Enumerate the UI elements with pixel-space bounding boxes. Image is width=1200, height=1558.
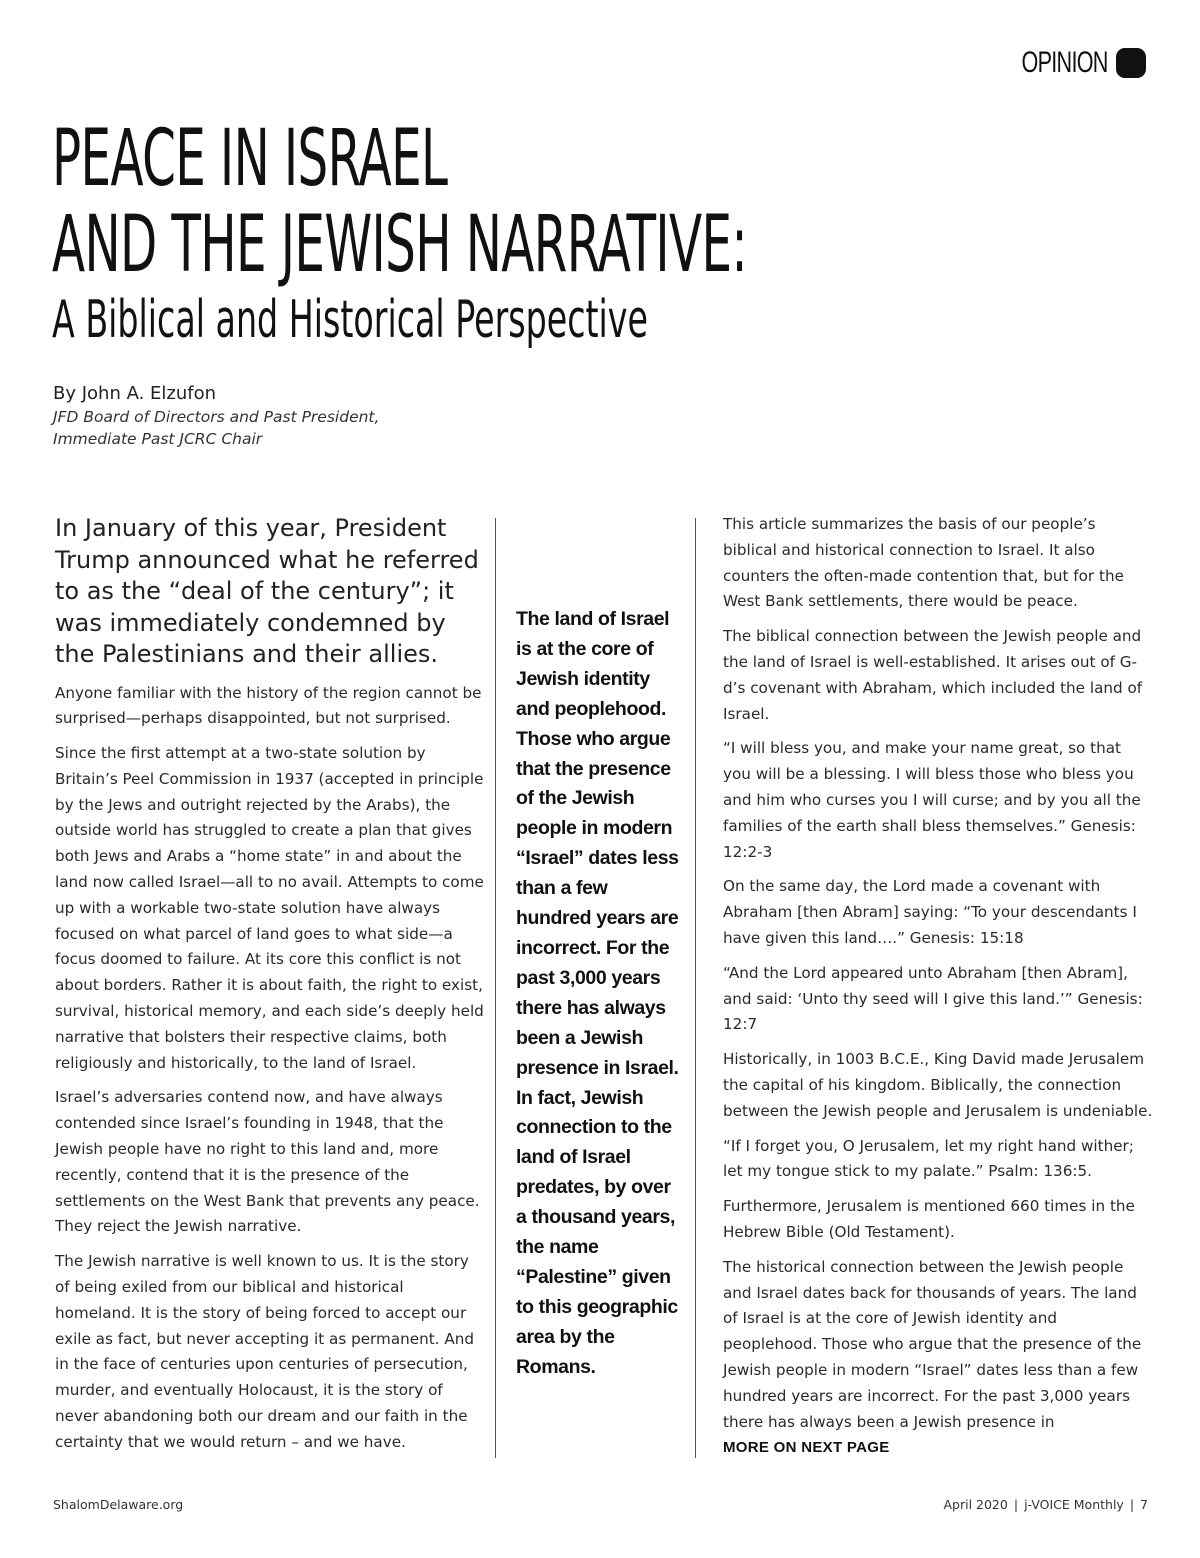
section-label: OPINION: [1021, 46, 1108, 79]
article-headline: [52, 116, 1152, 350]
body-paragraph: Israel’s adversaries contend now, and have always contended since Israel’s founding in 1948, that the Jewish people have no right to this land and, more recently, contend that it is the presence of the settlements on the West Bank that prevents any peace. They reject the Jewish narrative.: [55, 1088, 480, 1236]
byline: [53, 382, 379, 450]
footer-date: April 2020: [943, 1497, 1008, 1512]
body-paragraph: “And the Lord appeared unto Abraham [then Abram], and said: ‘Unto thy seed will I give this land.’” Genesis: 12:7: [723, 963, 1143, 1034]
body-paragraph: “If I forget you, O Jerusalem, let my right hand wither; let my tongue stick to my palate.” Psalm: 136:5.: [723, 1136, 1134, 1181]
body-paragraph: “I will bless you, and make your name great, so that you will be a blessing. I will bless those who bless you and him who curses you I will curse; and by you all the families of the earth shall bless themselves.” Genesis: 12:2-3: [723, 739, 1141, 861]
body-paragraph: The historical connection between the Jewish people and Israel dates back for thousands of years. The land of Israel is at the core of Jewish identity and peoplehood. Those who argue that the presence of the Jewish people in modern “Israel” dates less than a few hundred years are incorrect. For the past 3,000 years there has always been a Jewish presence in: [723, 1257, 1142, 1431]
body-paragraph: Anyone familiar with the history of the region cannot be surprised—perhaps disappointed, but not surprised.: [55, 683, 482, 728]
section-tag: [988, 46, 1146, 80]
column-divider: [495, 518, 496, 1458]
body-paragraph: This article summarizes the basis of our people’s biblical and historical connection to Israel. It also counters the often-made contention that, but for the West Bank settlements, there would be peace.: [723, 515, 1124, 611]
section-dot-icon: [1116, 48, 1146, 78]
body-paragraph: The Jewish narrative is well known to us. It is the story of being exiled from our biblical and historical homeland. It is the story of being forced to accept our exile as fact, but never accepting it as permanent. And in the face of centuries upon centuries of persecution, murder, and eventually Holocaust, it is the story of never abandoning both our dream and our faith in the certainty that we would return – and we have.: [55, 1252, 474, 1451]
footer-info: [943, 1497, 1148, 1512]
byline-author: By John A. Elzufon: [53, 383, 217, 404]
body-paragraph: Furthermore, Jerusalem is mentioned 660 times in the Hebrew Bible (Old Testament).: [723, 1197, 1135, 1241]
left-column: [55, 513, 485, 1465]
byline-role-1: JFD Board of Directors and Past President,: [53, 408, 380, 426]
body-paragraph: The biblical connection between the Jewish people and the land of Israel is well-established. It arises out of G-d’s covenant with Abraham, which included the land of Israel.: [723, 627, 1143, 723]
byline-role-2: Immediate Past JCRC Chair: [53, 430, 263, 448]
article-subhead: A Biblical and Historical Perspective: [52, 290, 648, 350]
lead-paragraph: In January of this year, President Trump announced what he referred to as the “deal of the century”; it was immediately condemned by the Palestinians and their allies.: [55, 514, 479, 668]
headline-line-1: PEACE IN ISRAEL: [52, 114, 448, 204]
right-column: [723, 512, 1153, 1456]
body-paragraph: Since the first attempt at a two-state solution by Britain’s Peel Commission in 1937 (accepted in principle by the Jews and outright rejected by the Arabs), the outside world has struggled to create a plan that gives both Jews and Arabs a “home state” in and about the land now called Israel—all to no avail. Attempts to come up with a workable two-state solution have always focused on what parcel of land goes to what side—a focus doomed to failure. At its core this conflict is not about borders. Rather it is about faith, the right to exist, survival, historical memory, and each side’s deeply held narrative that bolsters their respective claims, both religiously and historically, to the land of Israel.: [55, 744, 484, 1072]
body-paragraph: On the same day, the Lord made a covenant with Abraham [then Abram] saying: “To your descendants I have given this land….” Genesis: 15:18: [723, 877, 1137, 947]
footer-site: ShalomDelaware.org: [53, 1497, 184, 1512]
body-paragraph: Historically, in 1003 B.C.E., King David made Jerusalem the capital of his kingdom. Biblically, the connection between the Jewish people and Jerusalem is undeniable.: [723, 1050, 1153, 1120]
footer-publication: j-VOICE Monthly: [1024, 1497, 1124, 1512]
continued-link[interactable]: MORE ON NEXT PAGE: [723, 1439, 890, 1457]
headline-line-2: AND THE JEWISH NARRATIVE:: [52, 200, 748, 290]
pull-quote: The land of Israel is at the core of Jewish identity and peoplehood. Those who argue that the presence of the Jewish people in modern “Israel” dates less than a few hundred years are incorrect. For the past 3,000 years there has always been a Jewish presence in Israel. In fact, Jewish connection to the land of Israel predates, by over a thousand years, the name “Palestine” given to this geographic area by the Romans.: [516, 608, 679, 1378]
footer-separator: |: [1129, 1497, 1135, 1512]
column-divider: [695, 518, 696, 1458]
footer-separator: |: [1013, 1497, 1019, 1512]
footer-page-number: 7: [1140, 1497, 1148, 1512]
